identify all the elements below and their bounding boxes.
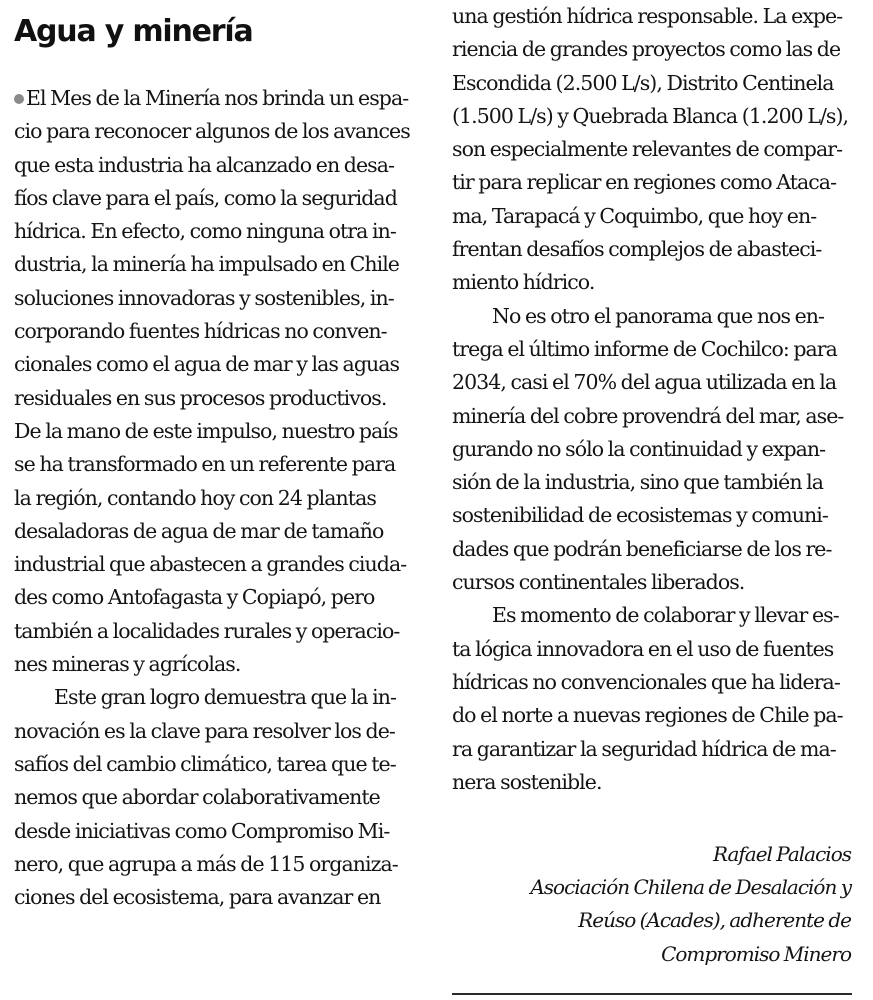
text-line: una gestión hídrica responsable. La expe-	[452, 4, 843, 28]
author-affiliation: Compromiso Minero	[661, 941, 851, 966]
text-line: cio para reconocer algunos de los avances	[14, 119, 410, 144]
text-line: miento hídrico.	[452, 270, 595, 295]
text-line: Este gran logro demuestra que la in-	[54, 685, 396, 710]
text-line: safíos del cambio climático, tarea que te-	[14, 751, 396, 776]
author-affiliation: Reúso (Acades), adherente de	[578, 908, 851, 933]
text-line: des como Antofagasta y Copiapó, pero	[14, 585, 375, 610]
text-line: nero, que agrupa a más de 115 organiza-	[14, 851, 398, 876]
text-line: sostenibilidad de ecosistemas y comuni-	[452, 503, 828, 528]
text-line: dustria, la minería ha impulsado en Chile	[14, 252, 399, 277]
article-title: Agua y minería	[14, 14, 253, 49]
text-line: nemos que abordar colaborativamente	[14, 785, 380, 810]
text-line: ra garantizar la seguridad hídrica de ma-	[452, 736, 836, 761]
divider	[452, 993, 852, 995]
text-line: gurando no sólo la continuidad y expan-	[452, 436, 826, 461]
text-line: soluciones innovadoras y sostenibles, in-	[14, 285, 394, 310]
author-name: Rafael Palacios	[712, 842, 851, 866]
text-line: 2034, casi el 70% del agua utilizada en la	[452, 370, 837, 395]
text-line: minería del cobre provendrá del mar, ase-	[452, 403, 844, 428]
author-affiliation: Asociación Chilena de Desalación y	[530, 875, 851, 900]
text-line: trega el último informe de Cochilco: para	[452, 336, 837, 361]
text-line: desde iniciativas como Compromiso Mi-	[14, 818, 390, 843]
text-line: corporando fuentes hídricas no conven-	[14, 319, 387, 344]
bullet-icon	[14, 94, 24, 104]
text-line: Escondida (2.500 L/s), Distrito Centinela	[452, 70, 834, 95]
text-line: frentan desafíos complejos de abasteci-	[452, 237, 822, 262]
text-line: sión de la industria, sino que también la	[452, 470, 824, 495]
text-line: riencia de grandes proyectos como las de	[452, 37, 841, 62]
text-line: se ha transformado en un referente para	[14, 452, 396, 477]
text-line: (1.500 L/s) y Quebrada Blanca (1.200 L/s),	[452, 103, 849, 128]
text-line: Es momento de colaborar y llevar es-	[492, 603, 839, 628]
text-line: tir para replicar en regiones como Ataca-	[452, 170, 837, 195]
text-line: cursos continentales liberados.	[452, 570, 745, 595]
text-line: cionales como el agua de mar y las aguas	[14, 352, 400, 377]
right-column	[452, 0, 862, 799]
text-line: nes mineras y agrícolas.	[14, 652, 241, 677]
text-line: industrial que abastecen a grandes ciuda-	[14, 552, 407, 577]
text-line: también a localidades rurales y operacio-	[14, 618, 400, 643]
text-line: El Mes de la Minería nos brinda un espa-	[26, 86, 409, 110]
text-line: nera sostenible.	[452, 769, 602, 794]
text-line: residuales en sus procesos productivos.	[14, 385, 387, 410]
text-line: son especialmente relevantes de compar-	[452, 137, 843, 162]
text-line: hídricas no convencionales que ha lidera-	[452, 669, 840, 694]
text-line: do el norte a nuevas regiones de Chile pa-	[452, 703, 843, 728]
text-line: fíos clave para el país, como la seguridad	[14, 185, 397, 210]
text-line: desaladoras de agua de mar de tamaño	[14, 518, 384, 543]
text-line: novación es la clave para resolver los de-	[14, 718, 395, 743]
text-line: ma, Tarapacá y Coquimbo, que hoy en-	[452, 203, 817, 228]
text-line: dades que podrán beneficiarse de los re-	[452, 536, 832, 561]
text-line	[14, 82, 424, 115]
author-signature	[530, 838, 851, 971]
text-line: No es otro el panorama que nos en-	[492, 303, 825, 328]
text-line: ciones del ecosistema, para avanzar en	[14, 885, 381, 910]
text-line: la región, contando hoy con 24 plantas	[14, 485, 376, 510]
text-line: ta lógica innovadora en el uso de fuentes	[452, 636, 834, 661]
text-line: hídrica. En efecto, como ninguna otra in-	[14, 219, 396, 244]
text-line: De la mano de este impulso, nuestro país	[14, 418, 398, 443]
text-line: que esta industria ha alcanzado en desa-	[14, 152, 394, 177]
left-column	[14, 82, 424, 914]
